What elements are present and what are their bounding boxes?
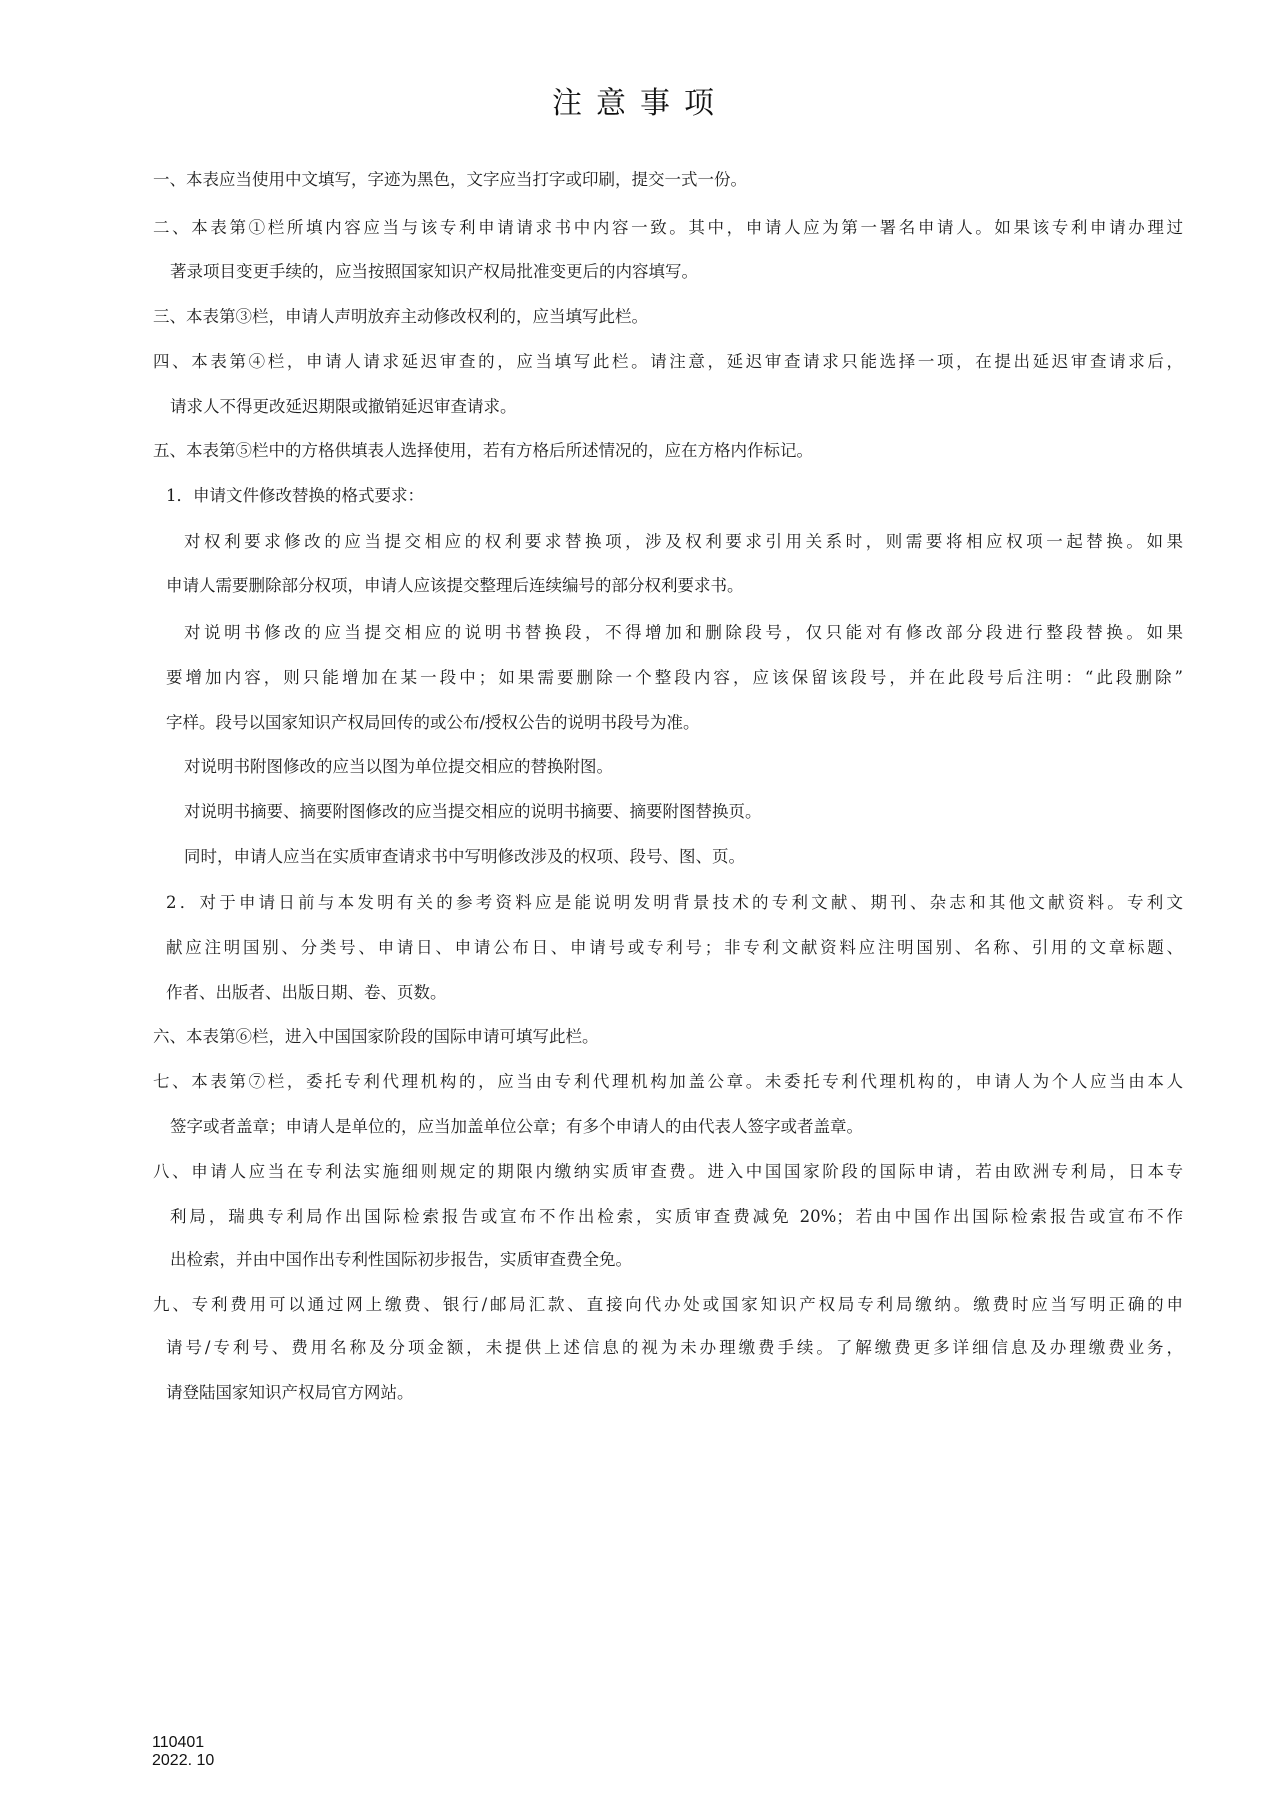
note-9-line-3: 请登陆国家知识产权局官方网站。 xyxy=(166,1383,414,1402)
note-5-sub-1-para-2-line-3: 字样。段号以国家知识产权局回传的或公布/授权公告的说明书段号为准。 xyxy=(166,713,700,732)
note-5-sub-1-para-1-line-2: 申请人需要删除部分权项，申请人应该提交整理后连续编号的部分权利要求书。 xyxy=(166,576,744,595)
form-code: 110401 xyxy=(152,1734,205,1751)
note-9-line-1: 九、专利费用可以通过网上缴费、银行/邮局汇款、直接向代办处或国家知识产权局专利局缴纳。缴费时应当写明正确的申 xyxy=(153,1295,1183,1314)
note-5-sub-1-para-2-line-1: 对说明书修改的应当提交相应的说明书替换段，不得增加和删除段号，仅只能对有修改部分段进行整段替换。如果 xyxy=(184,623,1183,642)
note-4-line-1: 四、本表第④栏，申请人请求延迟审查的，应当填写此栏。请注意，延迟审查请求只能选择一项，在提出延迟审查请求后， xyxy=(153,352,1183,371)
note-2-line-2: 著录项目变更手续的，应当按照国家知识产权局批准变更后的内容填写。 xyxy=(170,262,698,281)
note-6-line-1: 六、本表第⑥栏，进入中国国家阶段的国际申请可填写此栏。 xyxy=(153,1027,599,1046)
note-2-line-1: 二、本表第①栏所填内容应当与该专利申请请求书中内容一致。其中，申请人应为第一署名申请人。如果该专利申请办理过 xyxy=(153,218,1183,237)
note-7-line-1: 七、本表第⑦栏，委托专利代理机构的，应当由专利代理机构加盖公章。未委托专利代理机构的，申请人为个人应当由本人 xyxy=(153,1072,1183,1091)
note-8-line-3: 出检索，并由中国作出专利性国际初步报告，实质审查费全免。 xyxy=(170,1250,632,1269)
note-5-sub-1-para-3: 对说明书附图修改的应当以图为单位提交相应的替换附图。 xyxy=(184,757,613,776)
note-5-line-1: 五、本表第⑤栏中的方格供填表人选择使用，若有方格后所述情况的，应在方格内作标记。 xyxy=(153,441,813,460)
note-4-line-2: 请求人不得更改延迟期限或撤销延迟审查请求。 xyxy=(170,397,517,416)
version-date: 2022. 10 xyxy=(152,1752,215,1769)
note-5-sub-1-para-2-line-2: 要增加内容，则只能增加在某一段中；如果需要删除一个整段内容，应该保留该段号，并在此段号后注明：“此段删除” xyxy=(166,668,1183,687)
note-3-line-1: 三、本表第③栏，申请人声明放弃主动修改权利的，应当填写此栏。 xyxy=(153,307,648,326)
note-5-sub-2-line-3: 作者、出版者、出版日期、卷、页数。 xyxy=(166,983,447,1002)
note-5-sub-1-para-5: 同时，申请人应当在实质审查请求书中写明修改涉及的权项、段号、图、页。 xyxy=(184,847,745,866)
note-9-line-2: 请号/专利号、费用名称及分项金额，未提供上述信息的视为未办理缴费手续。了解缴费更多详细信息及办理缴费业务， xyxy=(166,1338,1183,1357)
note-1-line-1: 一、本表应当使用中文填写，字迹为黑色，文字应当打字或印刷，提交一式一份。 xyxy=(153,170,747,189)
note-5-sub-2-line-2: 献应注明国别、分类号、申请日、申请公布日、申请号或专利号；非专利文献资料应注明国别、名称、引用的文章标题、 xyxy=(166,938,1183,957)
note-5-sub-1-heading: 1．申请文件修改替换的格式要求： xyxy=(166,486,424,505)
note-5-sub-1-para-1-line-1: 对权利要求修改的应当提交相应的权利要求替换项，涉及权利要求引用关系时，则需要将相应权项一起替换。如果 xyxy=(184,532,1183,551)
note-5-sub-2-line-1: 2．对于申请日前与本发明有关的参考资料应是能说明发明背景技术的专利文献、期刊、杂志和其他文献资料。专利文 xyxy=(166,893,1183,912)
note-5-sub-1-para-4: 对说明书摘要、摘要附图修改的应当提交相应的说明书摘要、摘要附图替换页。 xyxy=(184,802,762,821)
note-8-line-1: 八、申请人应当在专利法实施细则规定的期限内缴纳实质审查费。进入中国国家阶段的国际申请，若由欧洲专利局，日本专 xyxy=(153,1162,1183,1181)
note-8-line-2: 利局，瑞典专利局作出国际检索报告或宣布不作出检索，实质审查费减免 20%；若由中国作出国际检索报告或宣布不作 xyxy=(170,1207,1183,1226)
page-title: 注意事项 xyxy=(552,86,728,121)
note-7-line-2: 签字或者盖章；申请人是单位的，应当加盖单位公章；有多个申请人的由代表人签字或者盖章。 xyxy=(170,1117,863,1136)
